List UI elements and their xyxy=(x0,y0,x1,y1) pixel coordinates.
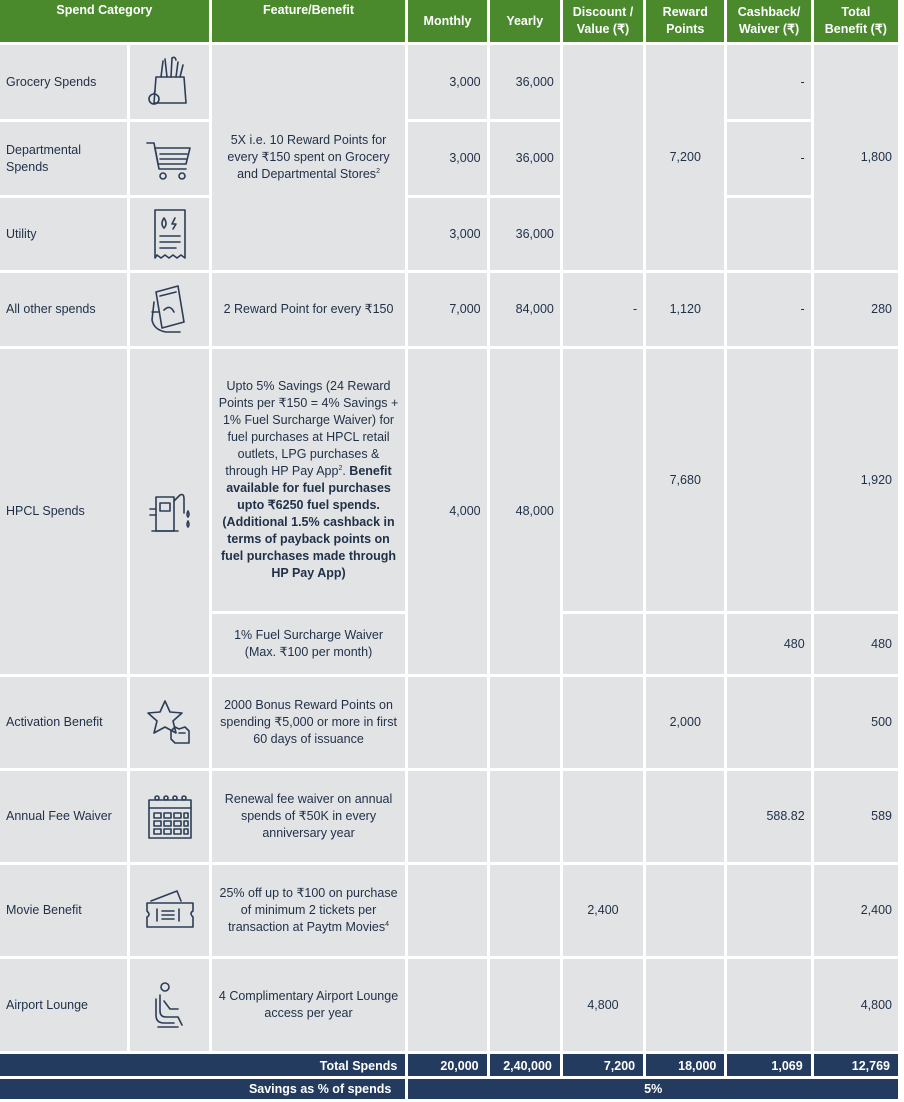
cashback-grocery: - xyxy=(727,45,810,119)
header-reward-line2: Points xyxy=(666,22,705,36)
savings-row xyxy=(0,1079,898,1099)
total-row xyxy=(0,1054,898,1076)
feature-other: 2 Reward Point for every ₹150 xyxy=(212,273,406,346)
table-row-hpcl xyxy=(0,349,898,611)
reward-other: 1,120 xyxy=(646,273,724,346)
feature-lounge: 4 Complimentary Airport Lounge access per year xyxy=(212,959,406,1051)
yearly-other: 84,000 xyxy=(490,273,560,346)
monthly-annual-fee xyxy=(408,771,486,862)
movie-ticket-icon xyxy=(130,865,208,956)
grocery-bag-icon xyxy=(130,45,208,119)
savings-value: 5% xyxy=(408,1079,898,1099)
header-row xyxy=(0,0,898,42)
table-row-departmental xyxy=(0,122,898,195)
monthly-grocery: 3,000 xyxy=(408,45,486,119)
cashback-activation xyxy=(727,677,810,768)
cashback-departmental: - xyxy=(727,122,810,195)
cashback-hpcl xyxy=(727,349,810,611)
savings-label: Savings as % of spends xyxy=(0,1079,405,1099)
discount-hpcl-surcharge xyxy=(563,614,643,674)
reward-activation: 2,000 xyxy=(646,677,724,768)
reward-group1: 7,200 xyxy=(646,45,724,270)
total-other: 280 xyxy=(814,273,898,346)
feature-hpcl-plain: Upto 5% Savings (24 Reward Points per ₹150 = 4% Savings + 1% Fuel Surcharge Waiver) for fuel purchases at HPCL retail outlets, LPG purchases & through HP Pay App xyxy=(218,379,399,478)
cashback-lounge xyxy=(727,959,810,1051)
cashback-movie xyxy=(727,865,810,956)
fuel-pump-icon xyxy=(130,349,208,674)
table-row-grocery xyxy=(0,45,898,119)
yearly-annual-fee xyxy=(490,771,560,862)
total-yearly: 2,40,000 xyxy=(490,1054,560,1076)
cashback-hpcl-surcharge: 480 xyxy=(727,614,810,674)
category-departmental: Departmental Spends xyxy=(0,122,127,195)
yearly-grocery: 36,000 xyxy=(490,45,560,119)
total-lounge: 4,800 xyxy=(814,959,898,1051)
feature-activation: 2000 Bonus Reward Points on spending ₹5,000 or more in first 60 days of issuance xyxy=(212,677,406,768)
table-row-lounge xyxy=(0,959,898,1051)
yearly-departmental: 36,000 xyxy=(490,122,560,195)
yearly-movie xyxy=(490,865,560,956)
yearly-utility: 36,000 xyxy=(490,198,560,270)
category-other: All other spends xyxy=(0,273,127,346)
cashback-annual-fee: 588.82 xyxy=(727,771,810,862)
monthly-hpcl: 4,000 xyxy=(408,349,486,674)
header-discount-line2: Value (₹) xyxy=(576,22,630,36)
monthly-departmental: 3,000 xyxy=(408,122,486,195)
reward-movie xyxy=(646,865,724,956)
table-row-utility xyxy=(0,198,898,270)
reward-lounge xyxy=(646,959,724,1051)
cashback-other: - xyxy=(727,273,810,346)
total-cashback: 1,069 xyxy=(727,1054,810,1076)
feature-hpcl-surcharge: 1% Fuel Surcharge Waiver (Max. ₹100 per month) xyxy=(212,614,406,674)
monthly-other: 7,000 xyxy=(408,273,486,346)
table-row-other xyxy=(0,273,898,346)
total-label: Total Spends xyxy=(0,1054,405,1076)
category-movie: Movie Benefit xyxy=(0,865,127,956)
header-cashback-line2: Waiver (₹) xyxy=(738,22,800,36)
total-benefit: 12,769 xyxy=(814,1054,898,1076)
table-row-activation xyxy=(0,677,898,768)
discount-other: - xyxy=(563,273,643,346)
discount-annual-fee xyxy=(563,771,643,862)
header-spend-category: Spend Category xyxy=(0,0,209,42)
feature-hpcl-bold: Benefit available for fuel purchases upto ₹6250 fuel spends. (Additional 1.5% cashback in terms of payback points on fuel purchases made through HP Pay App) xyxy=(221,464,397,580)
calendar-icon xyxy=(130,771,208,862)
table-row-movie xyxy=(0,865,898,956)
discount-activation xyxy=(563,677,643,768)
reward-hpcl-surcharge xyxy=(646,614,724,674)
header-feature-benefit: Feature/Benefit xyxy=(212,0,406,42)
category-annual-fee: Annual Fee Waiver xyxy=(0,771,127,862)
category-lounge: Airport Lounge xyxy=(0,959,127,1051)
monthly-activation xyxy=(408,677,486,768)
lounge-seat-icon xyxy=(130,959,208,1051)
cashback-utility xyxy=(727,198,810,270)
total-annual-fee: 589 xyxy=(814,771,898,862)
monthly-utility: 3,000 xyxy=(408,198,486,270)
monthly-movie xyxy=(408,865,486,956)
total-group1: 1,800 xyxy=(814,45,898,270)
total-reward: 18,000 xyxy=(646,1054,724,1076)
reward-hpcl: 7,680 xyxy=(646,349,724,611)
header-reward xyxy=(646,0,724,42)
header-discount-line1: Discount / xyxy=(572,5,634,19)
discount-movie: 2,400 xyxy=(563,865,643,956)
total-activation: 500 xyxy=(814,677,898,768)
total-hpcl: 1,920 xyxy=(814,349,898,611)
total-monthly: 20,000 xyxy=(408,1054,486,1076)
yearly-hpcl: 48,000 xyxy=(490,349,560,674)
shopping-cart-icon xyxy=(130,122,208,195)
monthly-lounge xyxy=(408,959,486,1051)
header-reward-line1: Reward xyxy=(662,5,708,19)
utility-bill-icon xyxy=(130,198,208,270)
header-total xyxy=(814,0,898,42)
discount-group1 xyxy=(563,45,643,270)
feature-movie: 25% off up to ₹100 on purchase of minimum 2 tickets per transaction at Paytm Movies$^4$ xyxy=(212,865,406,956)
feature-annual-fee: Renewal fee waiver on annual spends of ₹50K in every anniversary year xyxy=(212,771,406,862)
category-utility: Utility xyxy=(0,198,127,270)
table-row-annual-fee xyxy=(0,771,898,862)
star-hand-icon xyxy=(130,677,208,768)
discount-lounge: 4,800 xyxy=(563,959,643,1051)
yearly-activation xyxy=(490,677,560,768)
total-movie: 2,400 xyxy=(814,865,898,956)
header-yearly: Yearly xyxy=(490,0,560,42)
category-activation: Activation Benefit xyxy=(0,677,127,768)
header-cashback xyxy=(727,0,810,42)
category-hpcl: HPCL Spends xyxy=(0,349,127,674)
header-monthly: Monthly xyxy=(408,0,486,42)
header-total-line1: Total xyxy=(841,5,871,19)
total-discount: 7,200 xyxy=(563,1054,643,1076)
total-hpcl-surcharge: 480 xyxy=(814,614,898,674)
feature-hpcl: Upto 5% Savings (24 Reward Points per ₹150 = 4% Savings + 1% Fuel Surcharge Waiver) for fuel purchases at HPCL retail outlets, LPG purchases & through HP Pay App$^2$. Benefit available for fuel purchases upto ₹6250 fuel spends. (Additional 1.5% cashback in terms of payback points on fuel purchases made through HP Pay App) xyxy=(212,349,406,611)
header-total-line2: Benefit (₹) xyxy=(824,22,887,36)
reward-annual-fee xyxy=(646,771,724,862)
yearly-lounge xyxy=(490,959,560,1051)
header-discount xyxy=(563,0,643,42)
category-grocery: Grocery Spends xyxy=(0,45,127,119)
feature-grocery-departmental: 5X i.e. 10 Reward Points for every ₹150 spent on Grocery and Departmental Stores$^2$ xyxy=(212,45,406,270)
header-cashback-line1: Cashback/ xyxy=(737,5,801,19)
discount-hpcl xyxy=(563,349,643,611)
cash-hand-icon xyxy=(130,273,208,346)
